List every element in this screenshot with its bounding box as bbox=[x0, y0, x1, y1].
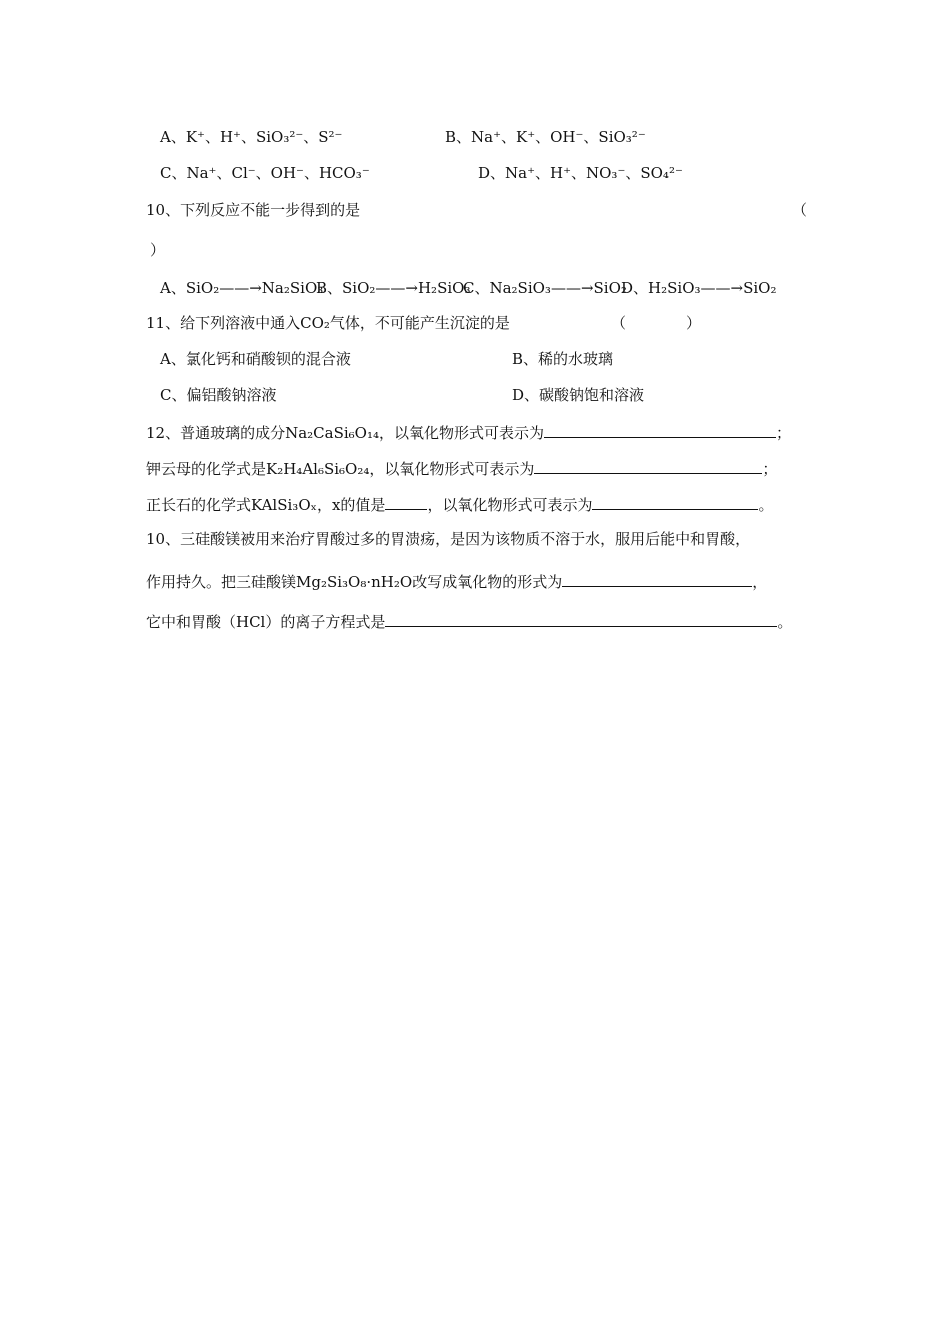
q12-line-2-end: ； bbox=[762, 460, 778, 478]
q11-answer-paren: （ ） bbox=[611, 314, 702, 332]
q9-option-b: B、Na⁺、K⁺、OH⁻、SiO₃²⁻ bbox=[445, 128, 646, 146]
q12-blank-1[interactable] bbox=[544, 422, 776, 438]
q12-line-3-text-b: ，以氧化物形式可表示为 bbox=[427, 496, 593, 514]
q11-option-b: B、稀的水玻璃 bbox=[512, 350, 614, 368]
q11-option-d: D、碳酸钠饱和溶液 bbox=[512, 386, 645, 404]
q10-option-d: D、H₂SiO₃——→SiO₂ bbox=[621, 279, 777, 297]
q10-stem: 10、下列反应不能一步得到的是 bbox=[146, 201, 361, 219]
q10-option-a: A、SiO₂——→Na₂SiO₃ bbox=[160, 279, 324, 297]
q13-line-1: 10、三硅酸镁被用来治疗胃酸过多的胃溃疡，是因为该物质不溶于水，服用后能中和胃酸， bbox=[146, 530, 751, 548]
q9-option-d: D、Na⁺、H⁺、NO₃⁻、SO₄²⁻ bbox=[478, 164, 683, 182]
q13-line-2 bbox=[146, 571, 767, 592]
q12-line-1-text: 12、普通玻璃的成分Na₂CaSi₆O₁₄，以氧化物形式可表示为 bbox=[146, 424, 545, 442]
q12-line-1 bbox=[146, 422, 791, 443]
q13-line-3 bbox=[146, 611, 792, 632]
q10-option-b: B、SiO₂——→H₂SiO₃ bbox=[316, 279, 471, 297]
q12-blank-2[interactable] bbox=[534, 458, 762, 474]
q12-blank-3[interactable] bbox=[592, 494, 758, 510]
q13-line-3-end: 。 bbox=[777, 613, 793, 631]
q10-paren-close: ） bbox=[150, 241, 166, 259]
q12-line-2 bbox=[146, 458, 777, 479]
q12-line-3-text-a: 正长石的化学式KAlSi₃Oₓ，x的值是 bbox=[146, 496, 386, 514]
q11-option-c: C、偏铝酸钠溶液 bbox=[160, 386, 277, 404]
q12-line-3-end: 。 bbox=[758, 496, 774, 514]
q11-option-a: A、氯化钙和硝酸钡的混合液 bbox=[160, 350, 351, 368]
q12-line-3 bbox=[146, 494, 773, 515]
q10-option-c: C、Na₂SiO₃——→SiO₂ bbox=[463, 279, 627, 297]
q12-blank-x[interactable] bbox=[385, 494, 427, 510]
q9-option-c: C、Na⁺、Cl⁻、OH⁻、HCO₃⁻ bbox=[160, 164, 370, 182]
q12-line-2-text: 钾云母的化学式是K₂H₄Al₆Si₆O₂₄，以氧化物形式可表示为 bbox=[146, 460, 535, 478]
q13-line-2-text: 作用持久。把三硅酸镁Mg₂Si₃O₈·nH₂O改写成氧化物的形式为 bbox=[146, 573, 563, 591]
q13-blank-1[interactable] bbox=[562, 571, 752, 587]
q11-stem: 11、给下列溶液中通入CO₂气体，不可能产生沉淀的是 bbox=[146, 314, 510, 332]
q13-blank-2[interactable] bbox=[385, 611, 777, 627]
q12-line-1-end: ； bbox=[776, 424, 792, 442]
q9-option-a: A、K⁺、H⁺、SiO₃²⁻、S²⁻ bbox=[160, 128, 343, 146]
q13-line-3-text: 它中和胃酸（HCl）的离子方程式是 bbox=[146, 613, 386, 631]
q10-paren-open: （ bbox=[792, 201, 808, 219]
q13-line-2-end: ， bbox=[752, 573, 768, 591]
